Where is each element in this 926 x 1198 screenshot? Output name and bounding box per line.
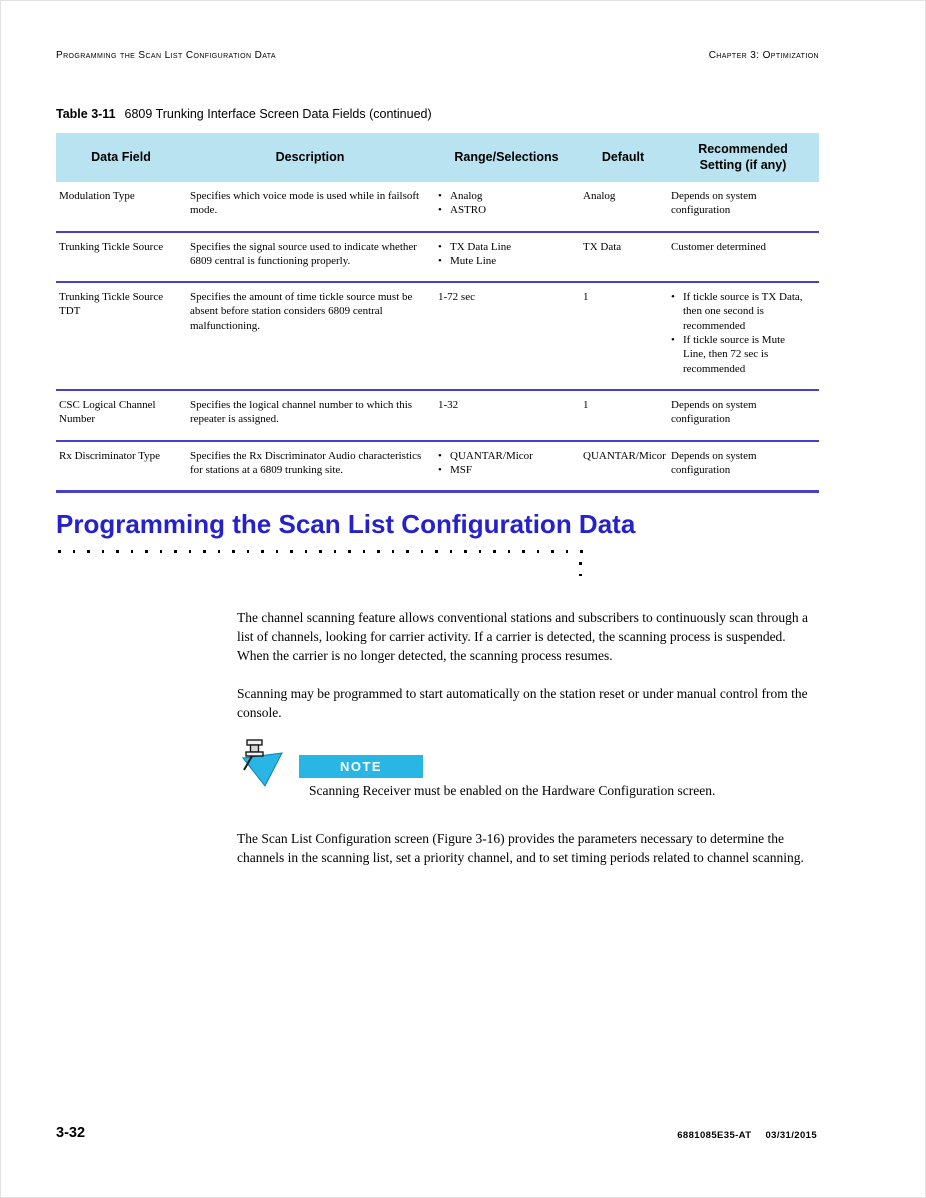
bullet-glyph: • <box>438 190 442 202</box>
note-banner-label: NOTE <box>339 759 383 774</box>
cell-description: Specifies the Rx Discriminator Audio characteristics for stations at a 6809 trunking site. <box>190 449 422 476</box>
bullet-item: • MSF <box>438 463 473 476</box>
bullet-glyph: • <box>671 334 675 347</box>
cell-default: Analog <box>583 190 616 202</box>
rule-dot <box>232 550 235 553</box>
rule-dot <box>435 550 438 553</box>
cell-range <box>434 189 579 218</box>
rule-dot <box>493 550 496 553</box>
rule-dot <box>218 550 221 553</box>
cell-description: Specifies the signal source used to indicate whether 6809 central is functioning properly. <box>190 240 417 267</box>
rule-dot <box>116 550 119 553</box>
table-row <box>56 233 819 284</box>
rule-dot <box>421 550 424 553</box>
cell-recommended: Depends on system configuration <box>671 398 757 426</box>
table-caption-label: Table 3-11 <box>56 107 116 121</box>
rule-dot <box>392 550 395 553</box>
rule-dot <box>551 550 554 553</box>
footer-part-number: 6881085E35-AT <box>677 1130 752 1141</box>
cell-default: 1 <box>583 398 589 411</box>
rule-dot <box>348 550 351 553</box>
cell-description: Specifies the amount of time tickle source must be absent before station considers 6809 central malfunctioning. <box>190 291 413 332</box>
rule-dot <box>464 550 467 553</box>
cell-field: Rx Discriminator Type <box>59 449 161 462</box>
note-banner <box>299 755 423 778</box>
rule-dot <box>247 550 250 553</box>
cell-recommended: Customer determined <box>671 240 767 253</box>
rule-dot <box>276 550 279 553</box>
bullet-item: • Analog <box>438 190 483 202</box>
rule-dot <box>479 550 482 553</box>
rule-dot <box>579 562 582 565</box>
body-paragraph: The channel scanning feature allows conventional stations and subscribers to continuously scan through a list of channels, looking for carrier activity. If a carrier is detected, the scanning process is suspended. When the carrier is no longer detected, the scanning process resumes. <box>237 610 808 663</box>
bullet-glyph: • <box>438 463 442 476</box>
running-header <box>56 50 819 61</box>
bullet-item: • TX Data Line <box>438 240 512 253</box>
bullet-glyph: • <box>438 449 442 462</box>
cell-default: QUANTAR/Micor <box>583 449 666 462</box>
table-caption <box>56 107 432 121</box>
cell-description: Specifies the logical channel number to which this repeater is assigned. <box>190 398 413 426</box>
bullet-glyph: • <box>671 291 675 304</box>
cell-field: Trunking Tickle Source <box>59 240 164 253</box>
body-paragraph: Scanning may be programmed to start automatically on the station reset or under manual control from the console. <box>237 686 808 720</box>
cell-field: Trunking Tickle Source TDT <box>59 291 164 318</box>
table-header-row <box>56 133 819 182</box>
data-table <box>56 133 819 493</box>
cell-field: CSC Logical Channel Number <box>59 398 156 426</box>
bullet-item: • QUANTAR/Micor <box>438 449 533 462</box>
running-header-right: Chapter 3: Optimization <box>708 50 819 61</box>
column-header: Range/Selections <box>454 149 559 164</box>
bullet-item: • Mute Line <box>438 254 497 267</box>
rule-dot <box>508 550 511 553</box>
rule-dot <box>131 550 134 553</box>
rule-dot <box>102 550 105 553</box>
rule-dot <box>579 574 582 577</box>
column-header: Recommended Setting (if any) <box>698 141 788 172</box>
table-row <box>56 442 819 494</box>
rule-dot <box>334 550 337 553</box>
cell-recommended <box>667 290 819 376</box>
bullet-item: • ASTRO <box>438 204 487 217</box>
cell-default: TX Data <box>583 240 622 253</box>
rule-dot <box>58 550 61 553</box>
footer-date: 03/31/2015 <box>765 1130 817 1141</box>
rule-dot <box>522 550 525 553</box>
dotted-rule <box>58 550 583 553</box>
rule-dot <box>261 550 264 553</box>
body-paragraph: The Scan List Configuration screen (Figure 3-16) provides the parameters necessary to determine the channels in the scanning list, set a priority channel, and to set timing periods related to channel scanning. <box>237 831 804 865</box>
cell-field: Modulation Type <box>59 190 135 202</box>
section-title: Programming the Scan List Configuration Data <box>56 509 636 539</box>
column-header: Data Field <box>91 149 151 164</box>
note-text: Scanning Receiver must be enabled on the Hardware Configuration screen. <box>309 783 716 798</box>
rule-dot <box>189 550 192 553</box>
cell-recommended: Depends on system configuration <box>671 449 757 476</box>
cell-range: 1-72 sec <box>438 291 475 304</box>
table-row <box>56 182 819 233</box>
column-header: Description <box>275 149 345 164</box>
cell-recommended: Depends on system configuration <box>671 190 757 217</box>
rule-dot <box>290 550 293 553</box>
cell-default: 1 <box>583 291 589 304</box>
footer-doc-id <box>677 1130 817 1141</box>
cell-range <box>434 240 579 269</box>
bullet-glyph: • <box>438 204 442 217</box>
running-header-left: Programming the Scan List Configuration Data <box>56 50 277 61</box>
rule-dot <box>406 550 409 553</box>
rule-dot <box>305 550 308 553</box>
rule-dot <box>203 550 206 553</box>
rule-dot <box>174 550 177 553</box>
note-pushpin-icon <box>234 737 286 789</box>
dotted-rule-tail <box>579 562 582 576</box>
column-header: Default <box>601 149 645 164</box>
rule-dot <box>377 550 380 553</box>
rule-dot <box>537 550 540 553</box>
rule-dot <box>580 550 583 553</box>
rule-dot <box>87 550 90 553</box>
rule-dot <box>450 550 453 553</box>
page-number: 3-32 <box>56 1125 86 1141</box>
rule-dot <box>566 550 569 553</box>
cell-description: Specifies which voice mode is used while in failsoft mode. <box>190 190 420 217</box>
bullet-glyph: • <box>438 240 442 253</box>
table-caption-text: 6809 Trunking Interface Screen Data Fields (continued) <box>124 107 432 121</box>
bullet-item: • If tickle source is Mute Line, then 72 sec is recommended <box>671 334 786 375</box>
table-row <box>56 283 819 391</box>
cell-range: 1-32 <box>438 398 459 411</box>
rule-dot <box>145 550 148 553</box>
rule-dot <box>319 550 322 553</box>
table-row <box>56 391 819 442</box>
cell-range <box>434 449 579 478</box>
bullet-item: • If tickle source is TX Data, then one second is recommended <box>671 291 803 332</box>
rule-dot <box>160 550 163 553</box>
table-body <box>56 182 819 493</box>
rule-dot <box>73 550 76 553</box>
rule-dot <box>363 550 366 553</box>
bullet-glyph: • <box>438 254 442 267</box>
